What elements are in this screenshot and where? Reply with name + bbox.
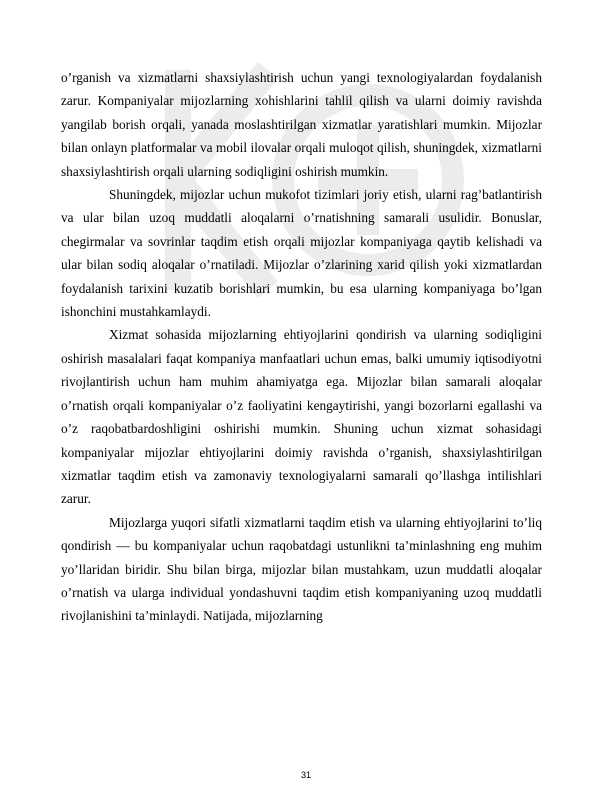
- page-number: 31: [300, 770, 311, 780]
- paragraph-4: Mijozlarga yuqori sifatli xizmatlarni taqdim etish va ularning ehtiyojlarini to’liq qondirish — bu kompaniyalar uchun raqobatdagi ustunlikni ta’minlashning eng muhim yo’llaridan biridir. Shu bilan birga, mijozlar bilan mustahkam, uzun muddatli aloqalar o’rnatish va ularga individual yondashuvni taqdim etish kompaniyaning uzoq muddatli rivojlanishini ta’minlaydi. Natijada, mijozlarning: [61, 514, 542, 624]
- paragraph-2: Shuningdek, mijozlar uchun mukofot tizimlari joriy etish, ularni rag’batlantirish va ular bilan uzoq muddatli aloqalarni o’rnatishning samarali usulidir. Bonuslar, chegirmalar va sovrinlar taqdim etish orqali mijozlar kompaniyaga qaytib kelishadi va ular bilan sodiq aloqalar o’rnatiladi. Mijozlar o’zlarining xarid qilish yoki xizmatlardan foydalanish tarixini kuzatib borishlari mumkin, bu esa ularning kompaniyaga bo’lgan ishonchini mustahkamlaydi.: [61, 187, 542, 320]
- paragraph-3: Xizmat sohasida mijozlarning ehtiyojlarini qondirish va ularning sodiqligini oshirish masalalari faqat kompaniya manfaatlari uchun emas, balki umumiy iqtisodiyotni rivojlantirish uchun ham muhim ahamiyatga ega. Mijozlar bilan samarali aloqalar o’rnatish orqali kompaniyalar o’z faoliyatini kengaytirishi, yangi bozorlarni egallashi va o’z raqobatbardoshligini oshirishi mumkin. Shuning uchun xizmat sohasidagi kompaniyalar mijozlar ehtiyojlarini doimiy ravishda o’rganish, shaxsiylashtirilgan xizmatlar taqdim etish va zamonaviy texnologiyalarni samarali qo’llashga intilishlari zarur.: [61, 327, 542, 507]
- body-text: [61, 66, 542, 628]
- paragraph-1: o’rganish va xizmatlarni shaxsiylashtirish uchun yangi texnologiyalardan foydalanish zarur. Kompaniyalar mijozlarning xohishlarini tahlil qilish va ularni doimiy ravishda yangilab borish orqali, yanada moslashtirilgan xizmatlar yaratishlari mumkin. Mijozlar bilan onlayn platformalar va mobil ilovalar orqali muloqot qilish, shuningdek, xizmatlarni shaxsiylashtirish orqali ularning sodiqligini oshirish mumkin.: [61, 70, 542, 179]
